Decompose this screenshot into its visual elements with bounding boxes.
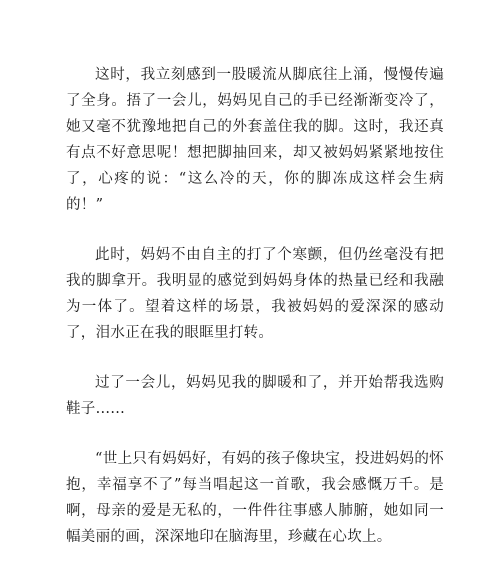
paragraph-1: 这时，我立刻感到一股暖流从脚底往上涌，慢慢传遍了全身。捂了一会儿，妈妈见自己的手已经渐渐变冷了，她又毫不犹豫地把自己的外套盖住我的脚。这时，我还真有点不好意思呢！想把脚抽回来，却又被妈妈紧紧地按住了，心疼的说：“这么冷的天，你的脚冻成这样会生病的！”: [66, 67, 444, 213]
paragraph-3: 过了一会儿，妈妈见我的脚暖和了，并开始帮我选购鞋子......: [66, 375, 444, 417]
paragraph-4: “世上只有妈妈好，有妈的孩子像块宝，投进妈妈的怀抱，幸福享不了”每当唱起这一首歌，我会感慨万千。是啊，母亲的爱是无私的，一件件往事感人肺腑，她如同一幅美丽的画，深深地印在脑海里，珍藏在心坎上。: [66, 451, 444, 545]
paragraph-2: 此时，妈妈不由自主的打了个寒颤，但仍丝毫没有把我的脚拿开。我明显的感觉到妈妈身体的热量已经和我融为一体了。望着这样的场景，我被妈妈的爱深深的感动了，泪水正在我的眼眶里打转。: [66, 247, 444, 341]
document-body: [66, 62, 444, 550]
